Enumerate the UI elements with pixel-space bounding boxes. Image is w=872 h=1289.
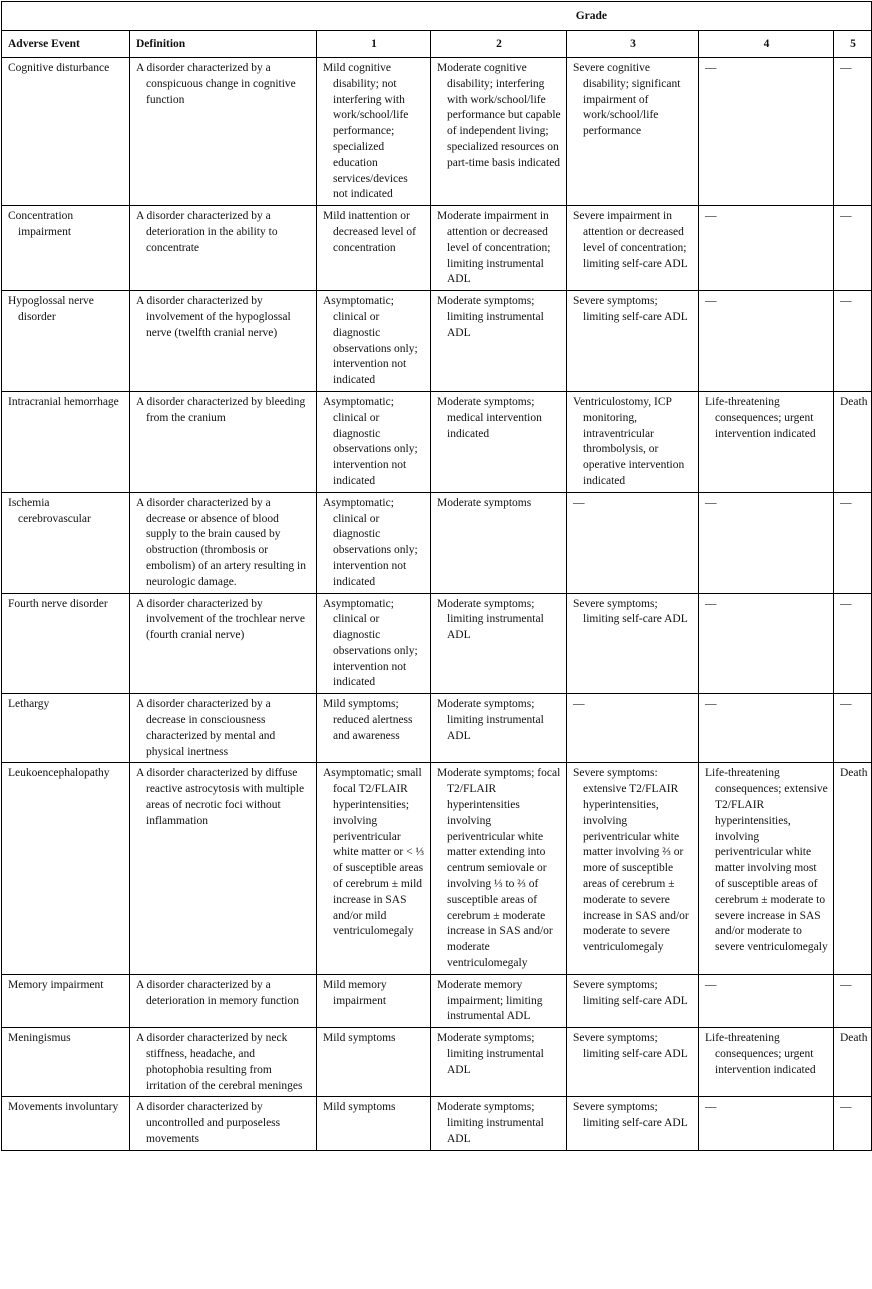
adverse-event-cell: Memory impairment <box>2 974 130 1027</box>
definition-cell: A disorder characterized by a conspicuous change in cognitive function <box>130 58 317 206</box>
grade-1-cell: Asymptomatic; small focal T2/FLAIR hyperintensities; involving periventricular white matter or < ⅓ of susceptible areas of cerebrum ± mild increase in SAS and/or mild ventriculomegaly <box>317 763 431 974</box>
grade-5-cell: Death <box>834 763 872 974</box>
grade-3-cell: Severe symptoms; limiting self-care ADL <box>567 1097 699 1150</box>
grade-1-cell: Mild symptoms; reduced alertness and awareness <box>317 694 431 763</box>
column-header-grade-3: 3 <box>567 31 699 58</box>
grade-5-cell: — <box>834 492 872 593</box>
table-row <box>2 974 872 1027</box>
grade-1-cell: Asymptomatic; clinical or diagnostic observations only; intervention not indicated <box>317 492 431 593</box>
grade-1-cell: Mild symptoms <box>317 1028 431 1097</box>
grade-5-cell: — <box>834 694 872 763</box>
grade-5-cell: — <box>834 1097 872 1150</box>
definition-cell: A disorder characterized by diffuse reactive astrocytosis with multiple areas of necrotic foci without inflammation <box>130 763 317 974</box>
grade-4-cell: — <box>699 58 834 206</box>
grade-3-cell: Severe symptoms; limiting self-care ADL <box>567 974 699 1027</box>
grade-2-cell: Moderate symptoms; limiting instrumental ADL <box>431 694 567 763</box>
grade-2-cell: Moderate symptoms; focal T2/FLAIR hyperintensities involving periventricular white matter extending into centrum semiovale or involving ⅓ to ⅔ of susceptible areas of cerebrum ± moderate increase in SAS and/or moderate ventriculomegaly <box>431 763 567 974</box>
table-row <box>2 1028 872 1097</box>
adverse-event-cell: Fourth nerve disorder <box>2 593 130 694</box>
grade-2-cell: Moderate symptoms; medical intervention indicated <box>431 391 567 492</box>
grade-3-cell: Severe symptoms; limiting self-care ADL <box>567 593 699 694</box>
adverse-event-cell: Movements involuntary <box>2 1097 130 1150</box>
grade-3-cell: Severe symptoms: extensive T2/FLAIR hyperintensities, involving periventricular white matter involving ⅔ or more of susceptible areas of cerebrum ± moderate to severe increase in SAS and/or moderate to severe ventriculomegaly <box>567 763 699 974</box>
grade-2-cell: Moderate memory impairment; limiting instrumental ADL <box>431 974 567 1027</box>
table-row <box>2 391 872 492</box>
grade-2-cell: Moderate impairment in attention or decreased level of concentration; limiting instrumental ADL <box>431 206 567 291</box>
grade-4-cell: — <box>699 593 834 694</box>
definition-cell: A disorder characterized by involvement of the hypoglossal nerve (twelfth cranial nerve) <box>130 291 317 392</box>
grade-2-cell: Moderate cognitive disability; interfering with work/school/life performance but capable of independent living; specialized resources on part-time basis indicated <box>431 58 567 206</box>
adverse-event-cell: Lethargy <box>2 694 130 763</box>
grade-5-cell: Death <box>834 391 872 492</box>
grade-4-cell: Life-threatening consequences; urgent intervention indicated <box>699 391 834 492</box>
column-header-event: Adverse Event <box>2 31 130 58</box>
grade-5-cell: — <box>834 974 872 1027</box>
column-header-definition: Definition <box>130 31 317 58</box>
grade-1-cell: Asymptomatic; clinical or diagnostic observations only; intervention not indicated <box>317 593 431 694</box>
grade-2-cell: Moderate symptoms <box>431 492 567 593</box>
column-header-grade-4: 4 <box>699 31 834 58</box>
adverse-event-cell: Meningismus <box>2 1028 130 1097</box>
column-header-grade-2: 2 <box>431 31 567 58</box>
adverse-event-cell: Concentration impairment <box>2 206 130 291</box>
grade-3-cell: — <box>567 492 699 593</box>
adverse-event-cell: Ischemia cerebrovascular <box>2 492 130 593</box>
grade-4-cell: — <box>699 291 834 392</box>
grade-3-cell: Severe impairment in attention or decreased level of concentration; limiting self-care ADL <box>567 206 699 291</box>
definition-cell: A disorder characterized by involvement of the trochlear nerve (fourth cranial nerve) <box>130 593 317 694</box>
definition-cell: A disorder characterized by a deterioration in the ability to concentrate <box>130 206 317 291</box>
grade-3-cell: Ventriculostomy, ICP monitoring, intraventricular thrombolysis, or operative intervention indicated <box>567 391 699 492</box>
table-row <box>2 291 872 392</box>
grade-4-cell: — <box>699 492 834 593</box>
grade-2-cell: Moderate symptoms; limiting instrumental ADL <box>431 593 567 694</box>
table-row <box>2 492 872 593</box>
grade-3-cell: Severe cognitive disability; significant impairment of work/school/life performance <box>567 58 699 206</box>
grade-1-cell: Asymptomatic; clinical or diagnostic observations only; intervention not indicated <box>317 391 431 492</box>
column-header-grade-1: 1 <box>317 31 431 58</box>
grade-4-cell: Life-threatening consequences; extensive T2/FLAIR hyperintensities, involving periventricular white matter involving most of susceptible areas of cerebrum ± moderate to severe increase in SAS and/or moderate to severe ventriculomegaly <box>699 763 834 974</box>
column-header-row <box>2 31 872 58</box>
grade-1-cell: Mild cognitive disability; not interfering with work/school/life performance; specialized education services/devices not indicated <box>317 58 431 206</box>
grade-3-cell: — <box>567 694 699 763</box>
grade-2-cell: Moderate symptoms; limiting instrumental ADL <box>431 291 567 392</box>
grade-header-row <box>2 2 872 31</box>
definition-cell: A disorder characterized by a decrease or absence of blood supply to the brain caused by obstruction (thrombosis or embolism) of an artery resulting in neurologic damage. <box>130 492 317 593</box>
grade-1-cell: Asymptomatic; clinical or diagnostic observations only; intervention not indicated <box>317 291 431 392</box>
grade-4-cell: — <box>699 206 834 291</box>
grade-2-cell: Moderate symptoms; limiting instrumental ADL <box>431 1028 567 1097</box>
grade-5-cell: — <box>834 291 872 392</box>
table-row <box>2 206 872 291</box>
table-row <box>2 694 872 763</box>
grade-5-cell: — <box>834 58 872 206</box>
grade-1-cell: Mild memory impairment <box>317 974 431 1027</box>
adverse-event-cell: Cognitive disturbance <box>2 58 130 206</box>
definition-cell: A disorder characterized by a deterioration in memory function <box>130 974 317 1027</box>
grade-4-cell: — <box>699 974 834 1027</box>
definition-cell: A disorder characterized by uncontrolled and purposeless movements <box>130 1097 317 1150</box>
table-row <box>2 763 872 974</box>
grade-label: Grade <box>2 2 872 31</box>
definition-cell: A disorder characterized by bleeding from the cranium <box>130 391 317 492</box>
column-header-grade-5: 5 <box>834 31 872 58</box>
grade-5-cell: — <box>834 206 872 291</box>
adverse-events-table <box>1 1 872 1151</box>
grade-4-cell: Life-threatening consequences; urgent intervention indicated <box>699 1028 834 1097</box>
grade-4-cell: — <box>699 1097 834 1150</box>
grade-3-cell: Severe symptoms; limiting self-care ADL <box>567 1028 699 1097</box>
adverse-event-cell: Hypoglossal nerve disorder <box>2 291 130 392</box>
adverse-event-cell: Intracranial hemorrhage <box>2 391 130 492</box>
grade-2-cell: Moderate symptoms; limiting instrumental ADL <box>431 1097 567 1150</box>
adverse-event-cell: Leukoencephalopathy <box>2 763 130 974</box>
grade-4-cell: — <box>699 694 834 763</box>
grade-1-cell: Mild symptoms <box>317 1097 431 1150</box>
table-row <box>2 58 872 206</box>
definition-cell: A disorder characterized by neck stiffness, headache, and photophobia resulting from irritation of the cerebral meninges <box>130 1028 317 1097</box>
definition-cell: A disorder characterized by a decrease in consciousness characterized by mental and physical inertness <box>130 694 317 763</box>
grade-5-cell: Death <box>834 1028 872 1097</box>
table-row <box>2 1097 872 1150</box>
grade-1-cell: Mild inattention or decreased level of concentration <box>317 206 431 291</box>
grade-5-cell: — <box>834 593 872 694</box>
table-row <box>2 593 872 694</box>
grade-3-cell: Severe symptoms; limiting self-care ADL <box>567 291 699 392</box>
